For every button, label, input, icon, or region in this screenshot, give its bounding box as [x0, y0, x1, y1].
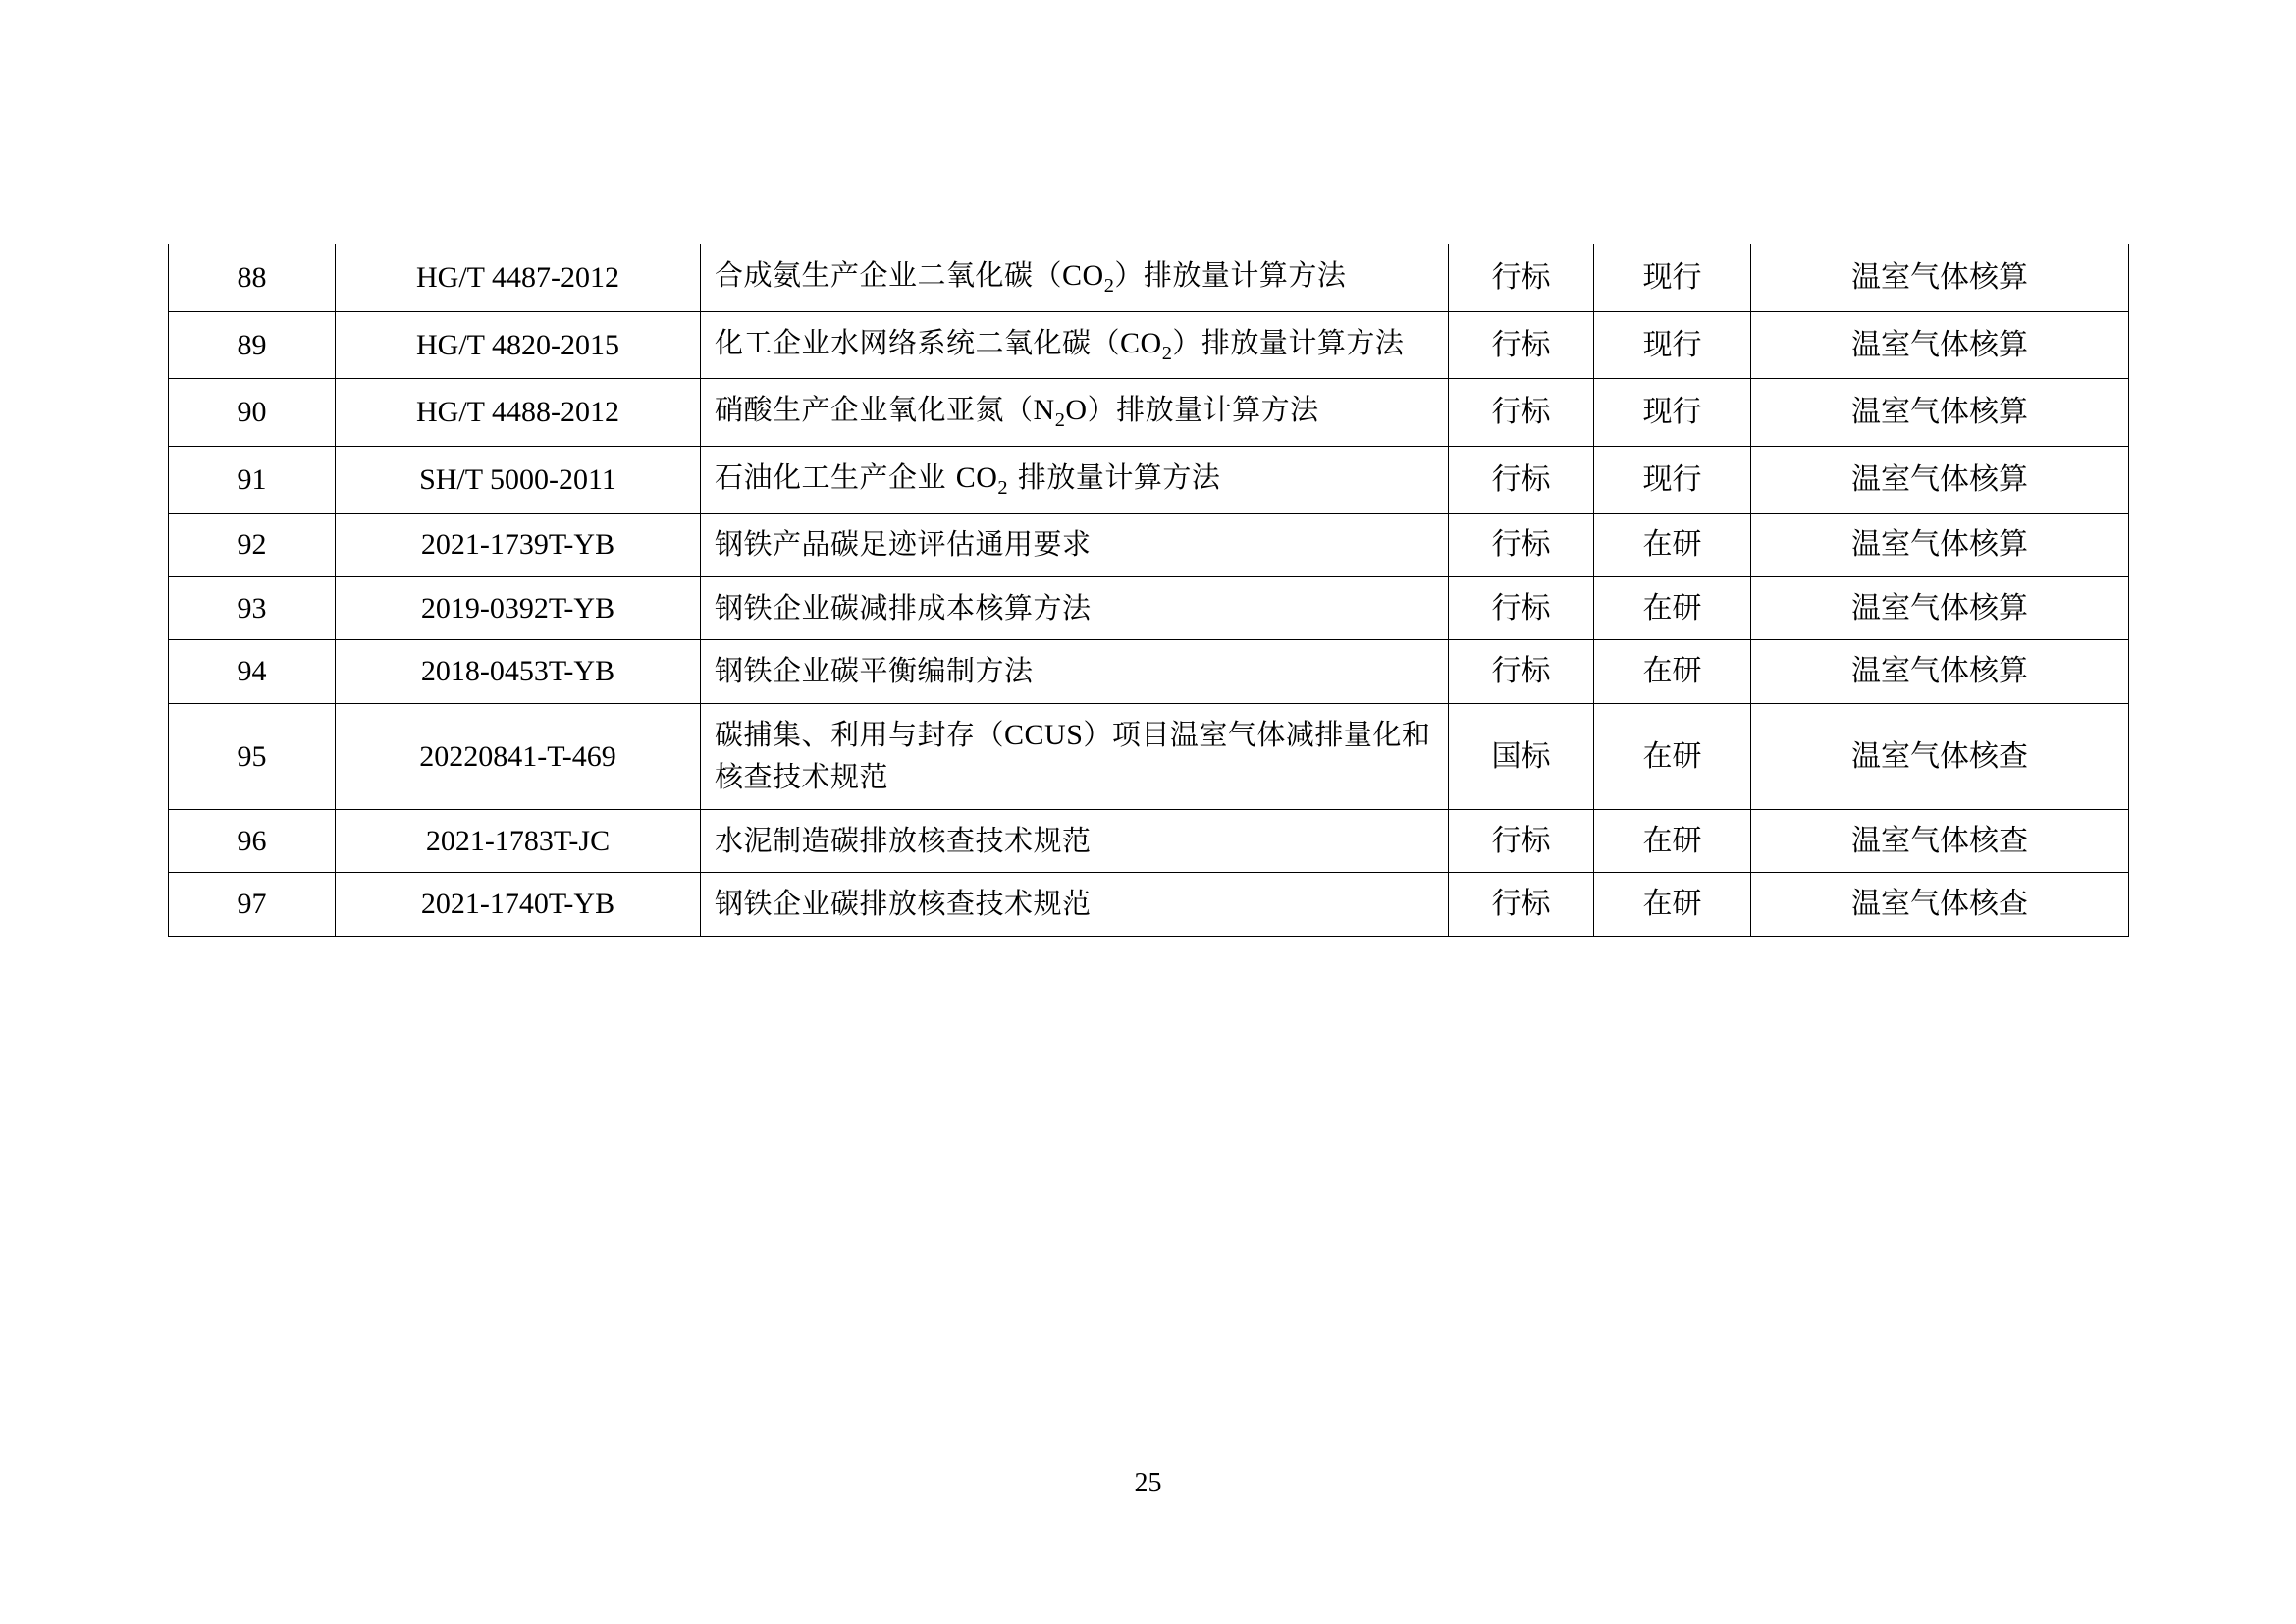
- standards-table: [168, 244, 2129, 937]
- cell-sequence-number: 95: [169, 703, 336, 809]
- cell-standard-code: 2021-1739T-YB: [336, 514, 701, 577]
- cell-standard-code: HG/T 4820-2015: [336, 311, 701, 379]
- standards-table-body: [169, 244, 2129, 937]
- cell-sequence-number: 93: [169, 576, 336, 640]
- table-row: [169, 703, 2129, 809]
- cell-status: 在研: [1594, 809, 1751, 873]
- cell-category: 温室气体核算: [1751, 379, 2129, 447]
- cell-standard-name: 石油化工生产企业 $CO_2$ 排放量计算方法: [701, 446, 1449, 514]
- cell-standard-code: HG/T 4487-2012: [336, 244, 701, 312]
- cell-status: 在研: [1594, 873, 1751, 937]
- cell-standard-type: 行标: [1449, 640, 1594, 704]
- cell-standard-name: 水泥制造碳排放核查技术规范: [701, 809, 1449, 873]
- cell-standard-code: 2021-1740T-YB: [336, 873, 701, 937]
- cell-sequence-number: 94: [169, 640, 336, 704]
- cell-sequence-number: 88: [169, 244, 336, 312]
- cell-standard-type: 行标: [1449, 446, 1594, 514]
- cell-sequence-number: 96: [169, 809, 336, 873]
- cell-status: 在研: [1594, 640, 1751, 704]
- cell-sequence-number: 91: [169, 446, 336, 514]
- cell-standard-type: 行标: [1449, 514, 1594, 577]
- table-row: [169, 576, 2129, 640]
- cell-standard-name: 钢铁企业碳排放核查技术规范: [701, 873, 1449, 937]
- table-row: [169, 311, 2129, 379]
- cell-status: 在研: [1594, 703, 1751, 809]
- cell-status: 现行: [1594, 379, 1751, 447]
- cell-standard-type: 行标: [1449, 311, 1594, 379]
- cell-sequence-number: 97: [169, 873, 336, 937]
- cell-category: 温室气体核算: [1751, 576, 2129, 640]
- table-row: [169, 809, 2129, 873]
- cell-sequence-number: 92: [169, 514, 336, 577]
- cell-status: 现行: [1594, 446, 1751, 514]
- cell-standard-name: 硝酸生产企业氧化亚氮$(N_2O)$排放量计算方法: [701, 379, 1449, 447]
- cell-standard-type: 行标: [1449, 244, 1594, 312]
- cell-category: 温室气体核算: [1751, 446, 2129, 514]
- cell-standard-type: 行标: [1449, 379, 1594, 447]
- cell-status: 现行: [1594, 311, 1751, 379]
- cell-category: 温室气体核查: [1751, 873, 2129, 937]
- cell-standard-type: 行标: [1449, 576, 1594, 640]
- cell-category: 温室气体核算: [1751, 514, 2129, 577]
- cell-status: 在研: [1594, 514, 1751, 577]
- cell-standard-code: 2018-0453T-YB: [336, 640, 701, 704]
- table-row: [169, 379, 2129, 447]
- cell-standard-name: 碳捕集、利用与封存（CCUS）项目温室气体减排量化和核查技术规范: [701, 703, 1449, 809]
- cell-standard-code: 2019-0392T-YB: [336, 576, 701, 640]
- page-number: 25: [1134, 1468, 1162, 1498]
- cell-standard-code: 2021-1783T-JC: [336, 809, 701, 873]
- cell-category: 温室气体核算: [1751, 311, 2129, 379]
- cell-standard-name: 钢铁企业碳平衡编制方法: [701, 640, 1449, 704]
- cell-standard-type: 行标: [1449, 809, 1594, 873]
- cell-sequence-number: 90: [169, 379, 336, 447]
- cell-category: 温室气体核查: [1751, 703, 2129, 809]
- cell-standard-code: HG/T 4488-2012: [336, 379, 701, 447]
- cell-status: 现行: [1594, 244, 1751, 312]
- table-row: [169, 640, 2129, 704]
- table-row: [169, 244, 2129, 312]
- cell-standard-name: 钢铁产品碳足迹评估通用要求: [701, 514, 1449, 577]
- cell-sequence-number: 89: [169, 311, 336, 379]
- cell-category: 温室气体核算: [1751, 244, 2129, 312]
- cell-standard-name: 钢铁企业碳减排成本核算方法: [701, 576, 1449, 640]
- cell-category: 温室气体核算: [1751, 640, 2129, 704]
- cell-standard-type: 国标: [1449, 703, 1594, 809]
- table-row: [169, 514, 2129, 577]
- cell-standard-type: 行标: [1449, 873, 1594, 937]
- cell-status: 在研: [1594, 576, 1751, 640]
- table-row: [169, 873, 2129, 937]
- cell-standard-code: 20220841-T-469: [336, 703, 701, 809]
- table-row: [169, 446, 2129, 514]
- cell-standard-code: SH/T 5000-2011: [336, 446, 701, 514]
- cell-standard-name: 化工企业水网络系统二氧化碳$(CO_2)$排放量计算方法: [701, 311, 1449, 379]
- cell-category: 温室气体核查: [1751, 809, 2129, 873]
- cell-standard-name: 合成氨生产企业二氧化碳$(CO_2)$排放量计算方法: [701, 244, 1449, 312]
